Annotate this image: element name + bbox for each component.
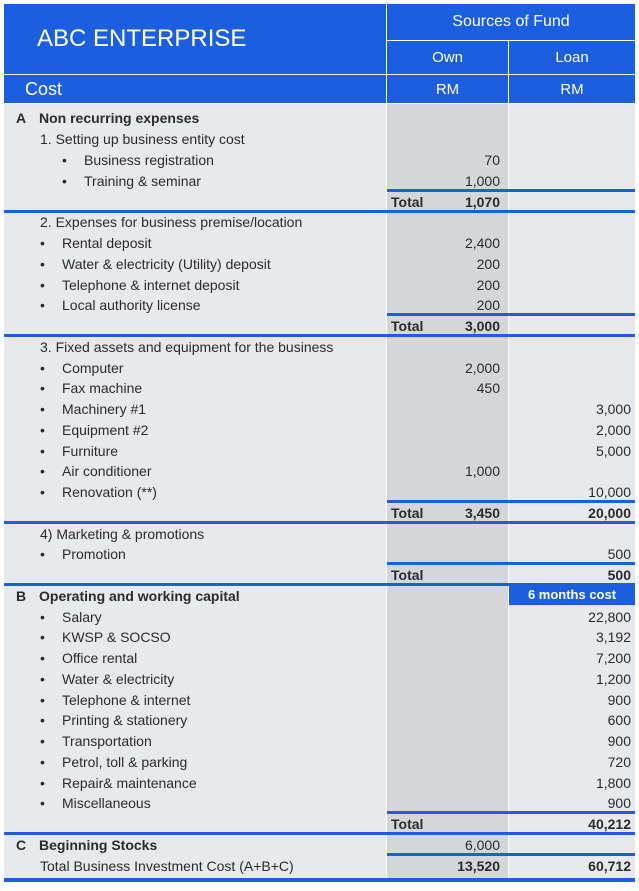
item-label: Telephone & internet deposit xyxy=(62,277,240,293)
table-row: • Telephone & internet deposit 200 xyxy=(4,275,635,296)
item-label: Training & seminar xyxy=(84,173,201,189)
loan-value: 10,000 xyxy=(588,484,631,500)
item-label: Transportation xyxy=(62,733,152,749)
table-row: • Promotion 500 xyxy=(4,544,635,565)
total-own-value: 3,450 xyxy=(464,505,500,521)
group1-title: 1. Setting up business entity cost xyxy=(40,131,245,147)
item-label: Equipment #2 xyxy=(62,422,149,438)
section-a-title: Non recurring expenses xyxy=(39,110,200,126)
table-row: • Training & seminar 1,000 xyxy=(4,171,635,192)
own-value: 1,000 xyxy=(464,463,500,479)
loan-value: 600 xyxy=(607,712,631,728)
item-label: Water & electricity xyxy=(62,671,175,687)
loan-value: 22,800 xyxy=(588,609,631,625)
own-value: 2,000 xyxy=(464,360,500,376)
loan-value: 3,000 xyxy=(595,401,631,417)
item-label: Fax machine xyxy=(62,380,143,396)
table-row: • Computer 2,000 xyxy=(4,358,635,379)
item-label: Miscellaneous xyxy=(62,795,151,811)
sources-of-fund-header: Sources of Fund xyxy=(387,4,635,40)
own-value: 200 xyxy=(476,277,500,293)
own-value: 200 xyxy=(476,256,500,272)
rule-total-b-top xyxy=(387,811,635,814)
table-row: • Transportation 900 xyxy=(4,731,635,752)
own-column-header: Own xyxy=(387,41,508,74)
own-value: 450 xyxy=(476,380,500,396)
rule-total2-top xyxy=(387,313,635,316)
table-row: • Printing & stationery 600 xyxy=(4,710,635,731)
group2-heading-row xyxy=(4,212,635,233)
rule-grand-total-top xyxy=(387,853,635,856)
item-label: Air conditioner xyxy=(62,463,152,479)
total-label: Total xyxy=(391,318,424,334)
item-label: Machinery #1 xyxy=(62,401,147,417)
table-row: • Business registration 70 xyxy=(4,150,635,171)
total-loan-value: 40,212 xyxy=(588,816,631,832)
section-b-letter: B xyxy=(16,588,27,604)
section-a-heading-row xyxy=(4,108,635,129)
item-label: Repair& maintenance xyxy=(62,775,197,791)
table-row: • Office rental 7,200 xyxy=(4,648,635,669)
item-label: Printing & stationery xyxy=(62,712,188,728)
rule-total4-top xyxy=(387,562,635,565)
table-row: • Renovation (**) 10,000 xyxy=(4,482,635,503)
rule-table-bottom xyxy=(4,878,635,882)
loan-value: 3,192 xyxy=(595,629,631,645)
section-c-letter: C xyxy=(16,837,27,853)
table-row: • Petrol, toll & parking 720 xyxy=(4,752,635,773)
total-own-value: 1,070 xyxy=(464,194,500,210)
loan-value: 900 xyxy=(607,733,631,749)
own-unit-header: RM xyxy=(387,75,508,103)
rule-group3-bottom xyxy=(4,521,635,524)
table-row: • Local authority license 200 xyxy=(4,295,635,316)
item-label: Computer xyxy=(62,360,124,376)
own-value: 70 xyxy=(484,152,500,168)
six-months-cost-badge: 6 months cost xyxy=(509,585,635,605)
total-loan-value: 20,000 xyxy=(588,505,631,521)
item-label: Renovation (**) xyxy=(62,484,157,500)
table-row: • Water & electricity 1,200 xyxy=(4,669,635,690)
loan-value: 720 xyxy=(607,754,631,770)
own-value: 6,000 xyxy=(464,837,500,853)
item-label: Salary xyxy=(62,609,102,625)
rule-section-b-bottom xyxy=(4,832,635,835)
table-row: • Miscellaneous 900 xyxy=(4,793,635,814)
group3-heading-row xyxy=(4,337,635,358)
rule-section-a-bottom xyxy=(4,583,635,586)
total-label: Total xyxy=(391,567,424,583)
grand-total-loan-value: 60,712 xyxy=(588,858,631,874)
rule-total3-top xyxy=(387,500,635,503)
item-label: Office rental xyxy=(62,650,138,666)
rule-total1-top xyxy=(387,189,635,192)
total-loan-value: 500 xyxy=(607,567,631,583)
loan-value: 7,200 xyxy=(595,650,631,666)
loan-value: 500 xyxy=(607,546,631,562)
item-label: KWSP & SOCSO xyxy=(62,629,171,645)
table-row: • KWSP & SOCSO 3,192 xyxy=(4,627,635,648)
total-label: Total xyxy=(391,194,424,210)
item-label: Business registration xyxy=(84,152,214,168)
loan-value: 2,000 xyxy=(595,422,631,438)
table-row: • Machinery #1 3,000 xyxy=(4,399,635,420)
loan-value: 900 xyxy=(607,692,631,708)
group2-title: 2. Expenses for business premise/location xyxy=(40,214,303,230)
grand-total-row xyxy=(4,856,635,877)
loan-unit-header: RM xyxy=(509,75,635,103)
loan-column-header: Loan xyxy=(509,41,635,74)
table-row: • Fax machine 450 xyxy=(4,378,635,399)
loan-value: 900 xyxy=(607,795,631,811)
own-value: 200 xyxy=(476,297,500,313)
company-title: ABC ENTERPRISE xyxy=(4,4,386,74)
item-label: Furniture xyxy=(62,443,119,459)
table-row: • Air conditioner 1,000 xyxy=(4,461,635,482)
section-b-title: Operating and working capital xyxy=(39,588,240,604)
table-row: • Rental deposit 2,400 xyxy=(4,233,635,254)
section-c-title: Beginning Stocks xyxy=(39,837,158,853)
rule-group2-bottom xyxy=(4,334,635,337)
total-own-value: 3,000 xyxy=(464,318,500,334)
loan-value: 5,000 xyxy=(595,443,631,459)
group4-heading-row xyxy=(4,524,635,545)
group1-heading-row xyxy=(4,129,635,150)
loan-value: 1,200 xyxy=(595,671,631,687)
table-row: • Repair& maintenance 1,800 xyxy=(4,773,635,794)
table-row: • Salary 22,800 xyxy=(4,607,635,628)
group4-title: 4) Marketing & promotions xyxy=(40,526,205,542)
table-row: • Equipment #2 2,000 xyxy=(4,420,635,441)
section-a-letter: A xyxy=(16,110,27,126)
item-label: Telephone & internet xyxy=(62,692,191,708)
grand-total-label: Total Business Investment Cost (A+B+C) xyxy=(40,858,294,874)
total-label: Total xyxy=(391,505,424,521)
table-row: • Water & electricity (Utility) deposit 200 xyxy=(4,254,635,275)
table-row: • Furniture 5,000 xyxy=(4,441,635,462)
group3-title: 3. Fixed assets and equipment for the business xyxy=(40,339,334,355)
item-label: Water & electricity (Utility) deposit xyxy=(62,256,271,272)
rule-group1-bottom xyxy=(4,210,635,213)
loan-value: 1,800 xyxy=(595,775,631,791)
table-row: • Telephone & internet 900 xyxy=(4,690,635,711)
total-label: Total xyxy=(391,816,424,832)
item-label: Promotion xyxy=(62,546,126,562)
item-label: Rental deposit xyxy=(62,235,152,251)
grand-total-own-value: 13,520 xyxy=(457,858,500,874)
item-label: Petrol, toll & parking xyxy=(62,754,188,770)
own-value: 2,400 xyxy=(464,235,500,251)
item-label: Local authority license xyxy=(62,297,201,313)
cost-column-header: Cost xyxy=(4,75,386,103)
own-value: 1,000 xyxy=(464,173,500,189)
